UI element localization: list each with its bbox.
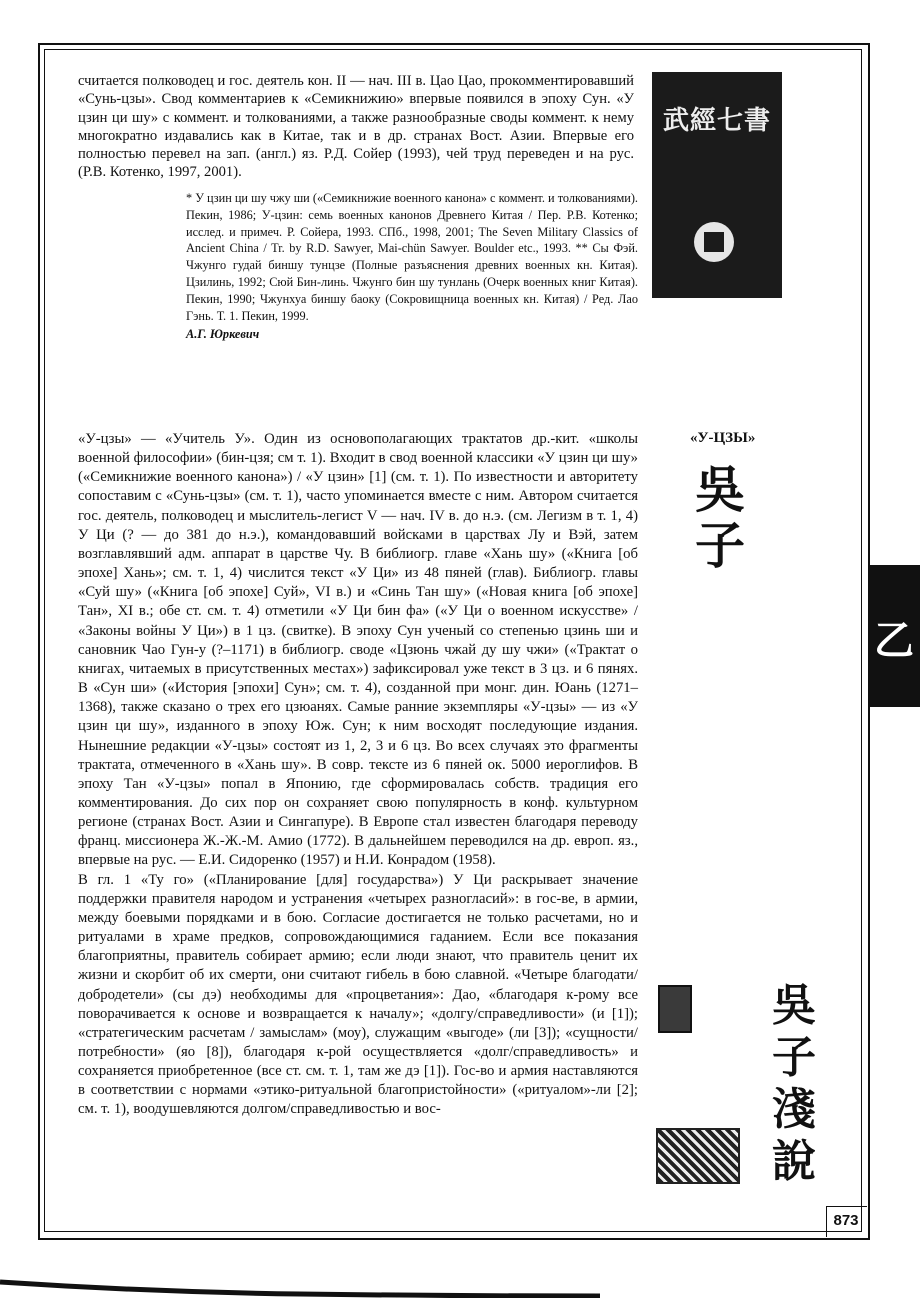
main-article: [78, 430, 638, 1120]
book-cover-image: [652, 72, 782, 298]
page-number: 873: [833, 1212, 859, 1229]
cover-emblem-center: [704, 232, 724, 252]
tab-glyph: 乙: [874, 618, 914, 663]
main-paragraph-2: В гл. 1 «Ту го» («Планирование [для] государства») У Ци раскрывает значение поддержки правителя народом и устранения «четырех разногласий»: в гос-ве, в армии, между боевыми порядками и в бою. Согласие достигается не только расчетами, но и ритуалами в храме предков, сопровождающимися гаданием. Если все показания благоприятны, правитель собирает армию; если люди знают, что правитель ценит их жизни и скорбит об их смерти, они считают гибель в бою славной. «Четыре благодати/добродетели» (сы дэ) необходимы для «процветания»: Дао, «благодаря к-рому все поворачивается к основе и возвращается к началу»; «долгу/справедливости» (и [1]); «стратегическим расчетам / замыслам» (моу), служащим «выгоде» (ли [3]); «сущности/потребности» (яо [8]), благодаря к-рой осуществляется «долг/справедливость» и сохраняется приобретенное (все ст. см. т. 1, там же дэ [1]). Гос-во и армия наставляются в соответствии с нормами «этико-ритуальной благопристойности» («ритуалом»-ли [2]; см. т. 1), воодушевляются долгом/справедливостью и вос-: [78, 871, 638, 1118]
bibliography-block: [186, 190, 638, 343]
entry-heading: «У-ЦЗЫ»: [690, 430, 756, 446]
calligraphy-title: [762, 980, 826, 1188]
calligraphy-char: 淺: [772, 1085, 816, 1134]
author-signature: А.Г. Юркевич: [186, 327, 260, 342]
calligraphy-char: 說: [772, 1137, 816, 1186]
main-paragraph-1: «У-цзы» — «Учитель У». Один из основополагающих трактатов др.-кит. «школы военной философии» (бин-цзя; см т. 1). Входит в свод военной классики «У цзин ци шу» («Семикнижие военного канона») / «У цзин» [1] (см. т. 1). По известности и авторитету сопоставим с «Сунь-цзы» (см. т. 1), часто упоминается вместе с ним. Автором считается гос. деятель, полководец и мыслитель-легист V — нач. IV в. до н.э. (см. Легизм в т. 1, 4) У Ци (? — до 381 до н.э.), командовавший войсками в царствах Лу и Вэй, затем возглавлявший адм. аппарат в царстве Чу. В библиогр. главе «Хань шу» («Книга [об эпохе] Хань»; см. т. 1, 4) числится текст «У Ци» из 48 пяней (глав). Библиогр. главы «Суй шу» («Книга [об эпохе] Суй», VI в.) и «Синь Тан шу» («Новая книга [об эпохе] Тан», XI в.; обе ст. см. т. 4) отметили «У Ци бин фа» («У Ци о военном искусстве» / «Законы войны У Ци») в 1 цз. (свитке). В эпоху Сун ученый со степенью цзинь ши и сановник Чао Гун-у (?–1171) в библиогр. своде «Цзюнь чжай ду шу чжи» («Трактат о книгах, читаемых в присутственных местах») зафиксировал уже текст в 3 цз. и 6 пянях. В «Сун ши» («История [эпохи] Сун»; см. т. 4), созданной при монг. дин. Юань (1271–1368), также сказано о трех его цзюанях. Самые ранние экземпляры «У-цзы» — из «У цзин ци шу», изданного в эпоху Юж. Сун; к ним восходят последующие издания. Нынешние редакции «У-цзы» состоят из 1, 2, 3 и 6 цз. Во всех случаях это фрагменты трактата, отмеченного в «Хань шу». В совр. тексте из 6 пяней ок. 5000 иероглифов. В эпоху Тан «У-цзы» попал в Японию, где сформировалась собств. традиция его комментирования. До сих пор он сохраняет свою популярность в конф. культурном регионе (странах Вост. Азии и Сингапуре). В Европе стал известен благодаря переводу франц. миссионера Ж.-Ж.-М. Амио (1772). В дальнейшем переводился на др. европ. яз., впервые на рус. — Е.И. Сидоренко (1957) и Н.И. Конрадом (1958).: [78, 431, 638, 869]
scan-artifact: [0, 1276, 600, 1298]
red-seal-stamp: [658, 985, 692, 1033]
cover-title: 武經七書: [662, 106, 771, 135]
section-thumb-tab: [868, 565, 920, 707]
calligraphy-char: 子: [772, 1033, 816, 1082]
bibliography-text: * У цзин ци шу чжу ши («Семикнижие военного канона» с коммент. и толкованиями). Пекин, 1986; У-цзин: семь военных канонов Древнего Китая / Пер. Р.В. Котенко; исслед. и примеч. Р. Сойера, 1993. СПб., 1998, 2001; The Seven Military Classics of Ancient China / Tr. by R.D. Sawyer, Mai-chün Sawyer. Boulder etc., 1993. ** Сы Фэй. Чжунго гудай биншу тунцзе (Полные разъяснения древних военных кн. Китая). Цзилинь, 1992; Сюй Бин-линь. Чжунго бин шу тунлань (Очерк военных книг Китая). Пекин, 1990; Чжунхуа биншу баоку (Сокровищница военных кн. Китая) / Ред. Лао Гэнь. Т. 1. Пекин, 1999.: [186, 191, 638, 323]
calligraphy-char: 吳: [772, 981, 816, 1030]
ornamental-seal-pattern: [656, 1128, 740, 1184]
top-paragraph: считается полководец и гос. деятель кон. II — нач. III в. Цао Цао, прокомментировавший «Сунь-цзы». Свод комментариев к «Семикнижию» впервые появился в эпоху Сун. «У цзин ци шу» с коммент. и толкованиями, а также разнообразные своды коммент. к нему многократно издавались как в Китае, так и в др. странах Вост. Азии. Впервые его полностью перевел на зап. (англ.) яз. Р.Д. Сойер (1993), чей труд переведен и на рус. (Р.В. Котенко, 1997, 2001).: [78, 73, 634, 181]
entry-hanzi-char: 子: [695, 518, 745, 574]
entry-hanzi: [690, 462, 750, 574]
entry-hanzi-char: 吳: [695, 462, 745, 518]
